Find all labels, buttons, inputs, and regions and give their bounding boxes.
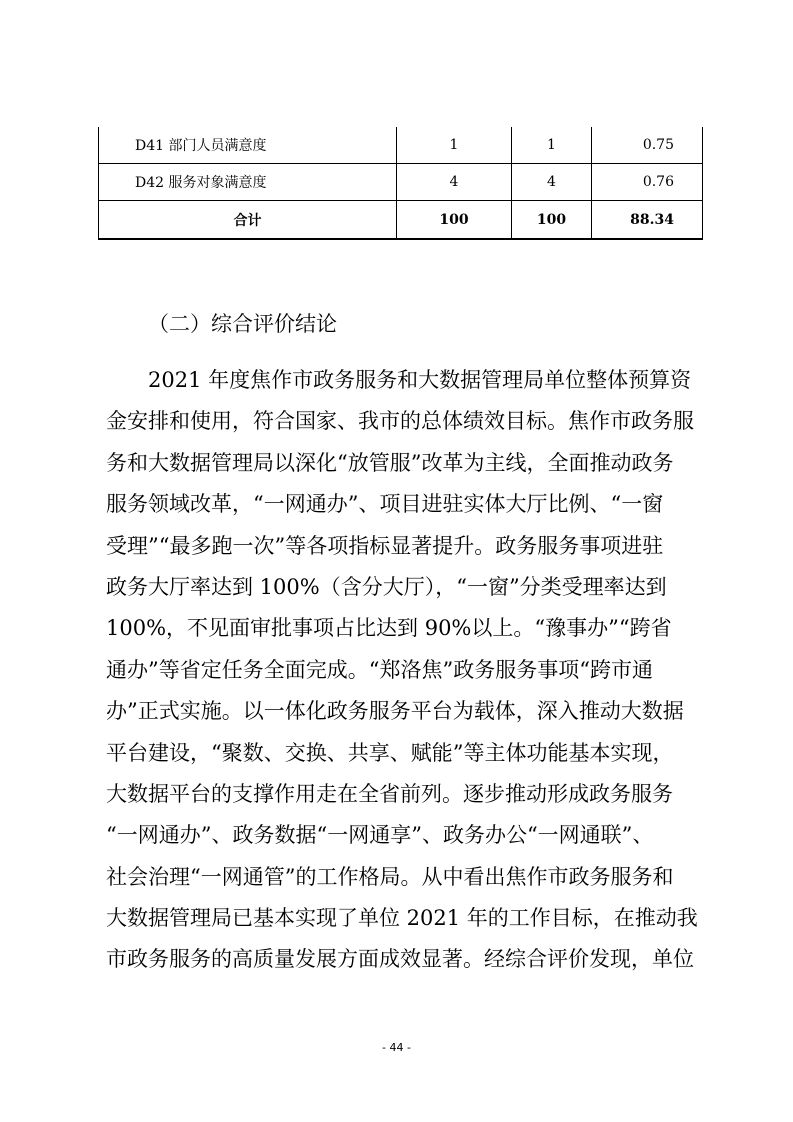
paragraph-line: 平台建设，“聚数、交换、共享、赋能”等主体功能基本实现， xyxy=(106,740,674,765)
full-score-value: 1 xyxy=(512,127,592,164)
total-full-score: 100 xyxy=(512,201,592,240)
section-heading: （二）综合评价结论 xyxy=(148,312,337,336)
weight-value: 4 xyxy=(397,164,512,201)
score-value: 0.76 xyxy=(592,164,703,201)
score-value: 0.75 xyxy=(592,127,703,164)
paragraph-line: 大数据平台的支撑作用走在全省前列。逐步推动形成政务服务 xyxy=(106,781,673,806)
table-row xyxy=(99,164,703,201)
score-table xyxy=(98,127,703,240)
table-row xyxy=(99,127,703,164)
paragraph-line: 100%，不见面审批事项占比达到 90%以上。“豫事办”“跨省 xyxy=(106,616,672,641)
paragraph-line: 社会治理“一网通管”的工作格局。从中看出焦作市政务服务和 xyxy=(106,864,674,889)
paragraph-line: 大数据管理局已基本实现了单位 2021 年的工作目标，在推动我 xyxy=(106,906,698,931)
body-paragraph xyxy=(106,360,696,981)
paragraph-line: 务和大数据管理局以深化“放管服”改革为主线，全面推动政务 xyxy=(106,450,674,475)
indicator-name: D41 部门人员满意度 xyxy=(99,127,397,164)
paragraph-line: 服务领域改革，“一网通办”、项目进驻实体大厅比例、“一窗 xyxy=(106,492,664,517)
total-weight: 100 xyxy=(397,201,512,240)
indicator-name: D42 服务对象满意度 xyxy=(99,164,397,201)
full-score-value: 4 xyxy=(512,164,592,201)
paragraph-line: 办”正式实施。以一体化政务服务平台为载体，深入推动大数据 xyxy=(106,699,684,724)
paragraph-line: 通办”等省定任务全面完成。“郑洛焦”政务服务事项“跨市通 xyxy=(106,657,653,682)
page-number: - 44 - xyxy=(382,1041,411,1054)
paragraph-line: “一网通办”、政务数据“一网通享”、政务办公“一网通联”、 xyxy=(106,823,654,848)
paragraph-line: 受理”“最多跑一次”等各项指标显著提升。政务服务事项进驻 xyxy=(106,533,664,558)
weight-value: 1 xyxy=(397,127,512,164)
paragraph-line: 金安排和使用，符合国家、我市的总体绩效目标。焦作市政务服 xyxy=(106,409,694,434)
paragraph-line: 政务大厅率达到 100%（含分大厅），“一窗”分类受理率达到 xyxy=(106,574,667,599)
paragraph-line: 2021 年度焦作市政务服务和大数据管理局单位整体预算资 xyxy=(148,368,692,392)
table-total-row xyxy=(99,201,703,240)
total-score: 88.34 xyxy=(592,201,703,240)
paragraph-line: 市政务服务的高质量发展方面成效显著。经综合评价发现，单位 xyxy=(106,947,694,972)
total-label: 合计 xyxy=(99,201,397,240)
